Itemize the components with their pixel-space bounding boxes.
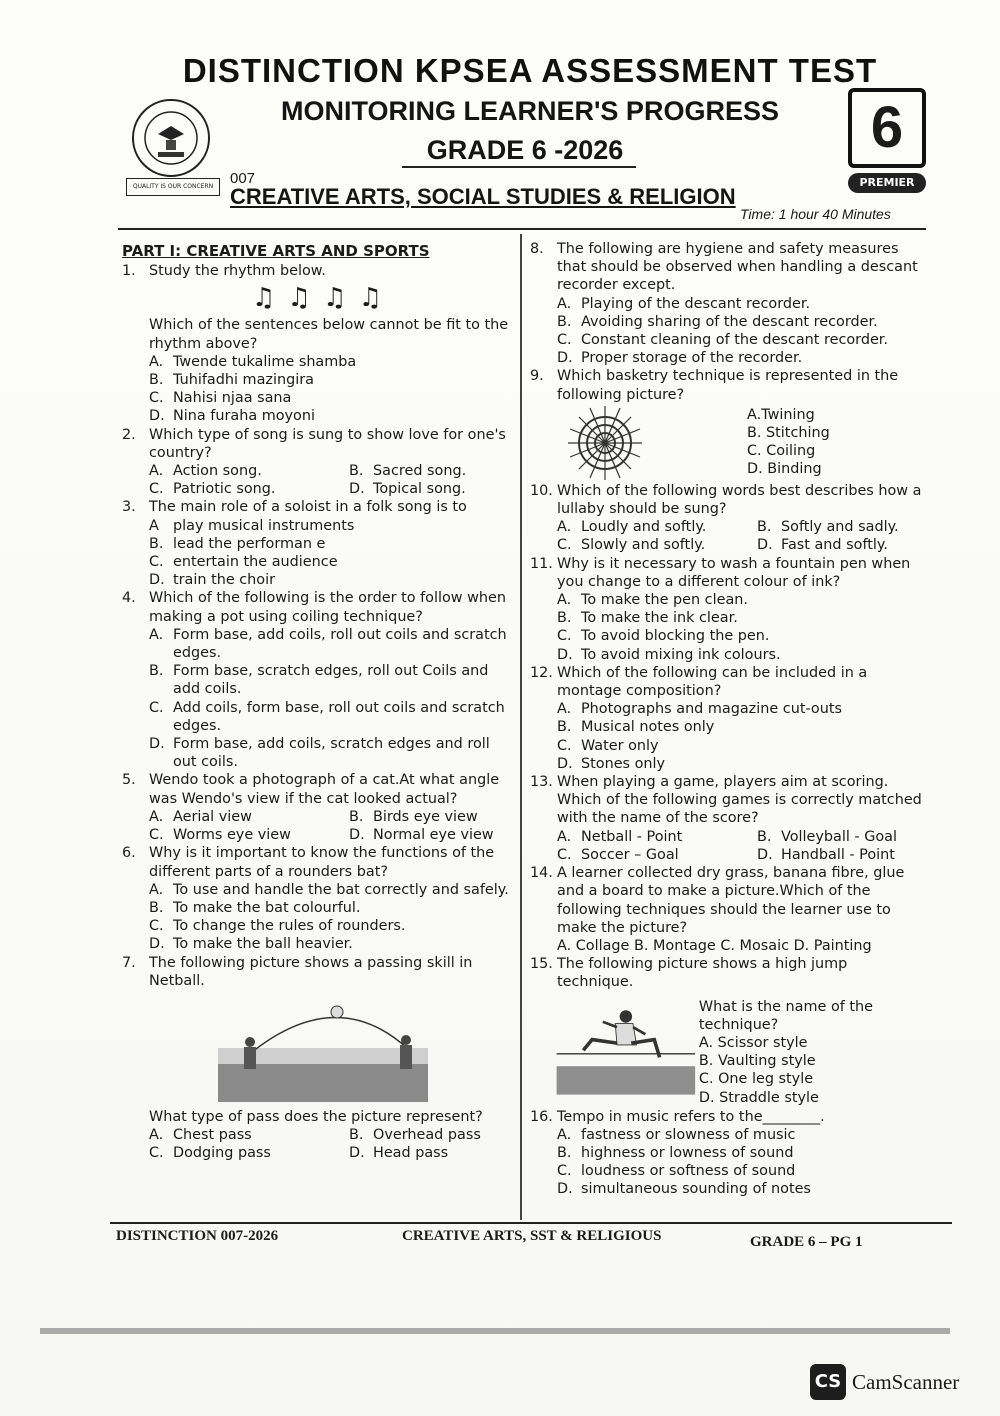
option[interactable]: C. Worms eye view [149, 827, 291, 844]
option[interactable]: A. Twende tukalime shamba [149, 353, 357, 370]
option[interactable]: A. Photographs and magazine cut-outs [557, 701, 842, 718]
option[interactable]: D. Fast and softly. [757, 537, 888, 554]
option[interactable]: C. Constant cleaning of the descant recorder. [557, 332, 888, 349]
exam-time: Time: 1 hour 40 Minutes [740, 206, 891, 222]
question-15: 15. The following picture shows a high jump technique. [530, 956, 848, 991]
option[interactable]: C. entertain the audience [149, 554, 338, 571]
option[interactable]: D. To avoid mixing ink colours. [557, 646, 781, 663]
camscanner-label: CamScanner [852, 1370, 960, 1394]
footer-left: DISTINCTION 007-2026 [116, 1228, 279, 1244]
option[interactable]: C. To avoid blocking the pen. [557, 628, 770, 645]
option[interactable]: D. simultaneous sounding of notes [557, 1181, 811, 1198]
premier-badge: PREMIER [848, 173, 926, 193]
part-title: PART I: CREATIVE ARTS AND SPORTS [122, 242, 430, 260]
option[interactable]: B. To make the ink clear. [557, 610, 738, 627]
option[interactable]: C. Coiling [747, 443, 816, 460]
question-4: 4. Which of the following is the order to follow when making a pot using coiling technique? [122, 590, 506, 625]
option[interactable]: C. Add coils, form base, roll out coils and scratch edges. [149, 699, 505, 734]
header-rule [118, 228, 926, 230]
logo-banner [126, 178, 220, 196]
option[interactable]: B. Sacred song. [349, 463, 467, 480]
footer-right: GRADE 6 – PG 1 [750, 1234, 863, 1250]
option[interactable]: A. Form base, add coils, roll out coils and scratch edges. [149, 626, 507, 662]
option[interactable]: D. Nina furaha moyoni [149, 408, 315, 425]
right-column [530, 240, 928, 1199]
exam-title: DISTINCTION KPSEA ASSESSMENT TEST [182, 52, 878, 89]
high-jump-image [530, 998, 697, 1106]
question-3: 3. The main role of a soloist in a folk song is to [122, 499, 467, 516]
exam-subtitle: MONITORING LEARNER'S PROGRESS [281, 96, 779, 126]
question-15-ask: What is the name of the technique? [698, 998, 873, 1033]
option[interactable]: C. Nahisi njaa sana [149, 390, 292, 407]
option[interactable]: A play musical instruments [149, 517, 355, 534]
option[interactable]: C. Water only [557, 737, 659, 754]
option[interactable]: B. Musical notes only [557, 719, 715, 736]
option[interactable]: A. Playing of the descant recorder. [557, 295, 811, 312]
option[interactable]: A. Action song. [149, 463, 262, 480]
option[interactable]: A. Aerial view [149, 808, 252, 825]
column-divider [520, 234, 522, 1220]
option[interactable]: A. Netball - Point [557, 828, 683, 845]
option[interactable]: D. Handball - Point [757, 846, 895, 863]
option[interactable]: A. To use and handle the bat correctly and safely. [149, 881, 509, 898]
option[interactable]: D. Topical song. [349, 481, 466, 498]
option[interactable]: B. Vaulting style [698, 1053, 816, 1070]
option[interactable]: A. fastness or slowness of music [557, 1126, 796, 1143]
option[interactable]: C. Soccer – Goal [557, 846, 679, 863]
question-16: 16. Tempo in music refers to the________. [530, 1108, 825, 1125]
option[interactable]: B. lead the performan e [149, 535, 326, 552]
option[interactable]: C. Patriotic song. [149, 481, 276, 498]
option[interactable]: B. Tuhifadhi mazingira [149, 372, 314, 389]
option[interactable]: D. Stones only [557, 755, 666, 772]
rhythm-notes: ♫ ♫ ♫ ♫ [251, 283, 385, 314]
option[interactable]: C. One leg style [698, 1071, 814, 1088]
question-9: 9. Which basketry technique is represented in the following picture? [530, 368, 899, 403]
option[interactable]: A. Chest pass [149, 1127, 252, 1144]
footer-rule [110, 1222, 952, 1224]
footer-center: CREATIVE ARTS, SST & RELIGIOUS [402, 1228, 662, 1244]
options-line[interactable]: A. Collage B. Montage C. Mosaic D. Painting [557, 937, 872, 954]
question-12: 12. Which of the following can be included in a montage composition? [530, 664, 868, 700]
option[interactable]: B. Softly and sadly. [757, 519, 899, 536]
grade-box: 6 [848, 88, 926, 168]
option[interactable]: B. Overhead pass [349, 1127, 481, 1144]
option[interactable]: D. Normal eye view [349, 827, 494, 844]
camscanner-icon: CS [810, 1364, 846, 1400]
question-1: 1. Study the rhythm below. [122, 263, 326, 280]
question-8: 8. The following are hygiene and safety measures that should be observed when handling a descant recorder except. [530, 241, 918, 294]
question-11: 11. Why is it necessary to wash a fountain pen when you change to a different colour of ink? [530, 555, 911, 590]
option[interactable]: B. Form base, scratch edges, roll out Coils and add coils. [149, 663, 489, 698]
option[interactable]: B. Birds eye view [349, 808, 478, 825]
option[interactable]: A.Twining [747, 406, 815, 423]
option[interactable]: D. Straddle style [698, 1089, 819, 1106]
question-10: 10. Which of the following words best describes how a lullaby should be sung? [530, 482, 922, 518]
question-2: 2. Which type of song is sung to show love for one's country? [122, 426, 506, 461]
option[interactable]: B. Avoiding sharing of the descant recorder. [557, 313, 878, 330]
option[interactable]: C. To change the rules of rounders. [149, 918, 406, 935]
option[interactable]: D. Head pass [349, 1145, 449, 1162]
option[interactable]: D. train the choir [149, 572, 276, 589]
option[interactable]: B. highness or lowness of sound [557, 1144, 794, 1161]
option[interactable]: D. Form base, add coils, scratch edges and roll out coils. [149, 736, 490, 771]
basketry-coil-image [530, 404, 730, 482]
option[interactable]: A. Scissor style [698, 1034, 808, 1051]
question-13: 13. When playing a game, players aim at scoring. Which of the following games is correctly matched with the name of the score? [530, 774, 922, 827]
option[interactable]: A. Loudly and softly. [557, 519, 707, 536]
exam-grade: GRADE 6 -2026 [426, 135, 624, 165]
option[interactable]: C. loudness or softness of sound [557, 1163, 796, 1180]
option[interactable]: B. To make the bat colourful. [149, 899, 361, 916]
question-7: 7. The following picture shows a passing skill in Netball. [122, 954, 473, 989]
question-5: 5. Wendo took a photograph of a cat.At what angle was Wendo's view if the cat looked actual? [122, 772, 500, 807]
grade-underline [402, 166, 636, 168]
exam-subject: CREATIVE ARTS, SOCIAL STUDIES & RELIGION [230, 184, 736, 209]
question-14: 14. A learner collected dry grass, banana fibre, glue and a board to make a picture.Which of the following techniques should the learner use to make the picture? [530, 865, 905, 936]
option[interactable]: B. Volleyball - Goal [757, 828, 897, 845]
left-column: PART I: CREATIVE ARTS AND SPORTS 1. Study the rhythm below. ♫ ♫ ♫ ♫ Which of the sentences below cannot be fit to the rhythm above? A. Twende tukalime shamba B. Tuhifadhi mazingira C. Nahisi njaa sana D. Nina furaha moyoni 2. Which type of song is sung to show love for one's country? A. Action song. B. Sacred song. C. Patriotic song. D. Topical song. 3. The main role of a soloist in a folk song is to A play musical instruments B. lead the performan e C. entertain the audience D. train the choir 4. Which of the following is the order to follow when making a pot using coiling technique? A. Form base, add coils, roll out coils and scratch edges. B. Form base, scratch edges, roll out Coils and add coils. C. Add coils, form base, roll out coils and scratch edges. D. Form base, add coils, scratch edges and roll out coils. 5. Wendo took a photograph of a cat.At what angle was Wendo's view if the cat looked actual? A. Aerial view B. Birds eye view C. Worms eye view D. Normal eye view 6. Why is it important to know the functions of the different parts of a rounders bat? A. To use and handle the bat correctly and safely. B. To make the bat colourful. C. To change the rules of rounders. D. To make the ball heavier. 7. The following picture shows a passing skill in Netball. What type of pass does the picture represent? A. Chest pass B. Overhead pass C. Dodging pass D. Head pass [122, 242, 514, 1163]
option[interactable]: D. Binding [747, 461, 822, 478]
question-6: 6. Why is it important to know the functions of the different parts of a rounders bat? [122, 845, 495, 880]
scan-edge [40, 1328, 950, 1334]
option[interactable]: A. To make the pen clean. [557, 592, 748, 609]
option[interactable]: D. To make the ball heavier. [149, 936, 353, 953]
option[interactable]: B. Stitching [747, 425, 830, 442]
option[interactable]: D. Proper storage of the recorder. [557, 350, 803, 367]
option[interactable]: C. Dodging pass [149, 1145, 271, 1162]
exam-code: 007 [230, 170, 256, 187]
netball-pass-image [122, 990, 514, 1108]
school-logo [128, 98, 214, 184]
option[interactable]: C. Slowly and softly. [557, 537, 706, 554]
logo-motto: QUALITY IS OUR CONCERN [132, 183, 214, 190]
